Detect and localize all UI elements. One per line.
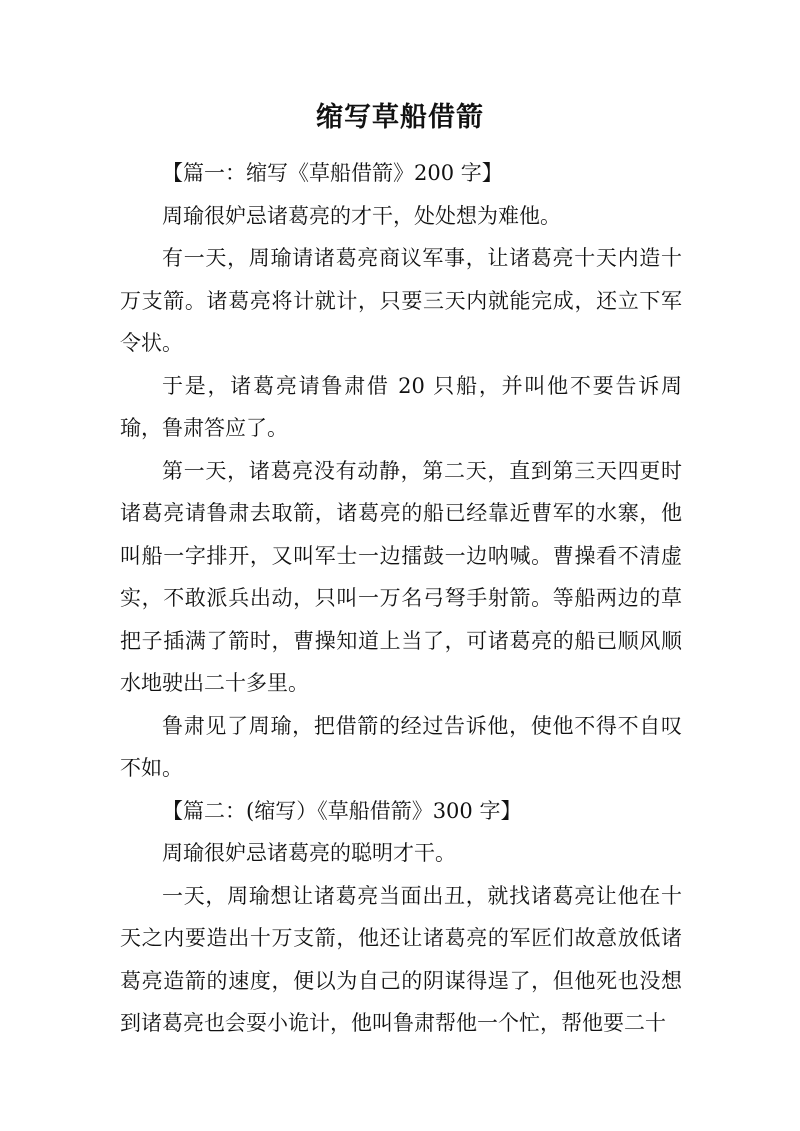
paragraph: 鲁肃见了周瑜，把借箭的经过告诉他，使他不得不自叹不如。 — [120, 713, 682, 780]
document-body — [120, 152, 682, 1045]
paragraph: 周瑜很妒忌诸葛亮的聪明才干。 — [162, 841, 456, 865]
paragraph: 第一天，诸葛亮没有动静，第二天，直到第三天四更时诸葛亮请鲁肃去取箭，诸葛亮的船已经靠近曹军的水寨，他叫船一字排开，又叫军士一边擂鼓一边呐喊。曹操看不清虚实，不敢派兵出动，只叫一万名弓弩手射箭。等船两边的草把子插满了箭时，曹操知道上当了，可诸葛亮的船已顺风顺水地驶出二十多里。 — [120, 458, 682, 695]
section-heading-2: 【篇二：(缩写）《草船借箭》300 字】 — [162, 798, 522, 823]
paragraph: 有一天，周瑜请诸葛亮商议军事，让诸葛亮十天内造十万支箭。诸葛亮将计就计，只要三天内就能完成，还立下军令状。 — [120, 246, 682, 355]
document-title: 缩写草船借箭 — [316, 102, 484, 133]
paragraph: 一天，周瑜想让诸葛亮当面出丑，就找诸葛亮让他在十天之内要造出十万支箭，他还让诸葛亮的军匠们故意放低诸葛亮造箭的速度，便以为自己的阴谋得逞了，但他死也没想到诸葛亮也会耍小诡计，他叫鲁肃帮他一个忙，帮他要二十 — [120, 883, 682, 1035]
paragraph: 于是，诸葛亮请鲁肃借 20 只船，并叫他不要告诉周瑜，鲁肃答应了。 — [120, 373, 682, 440]
paragraph: 周瑜很妒忌诸葛亮的才干，处处想为难他。 — [162, 203, 561, 228]
section-heading-1: 【篇一：缩写《草船借箭》200 字】 — [162, 161, 503, 185]
